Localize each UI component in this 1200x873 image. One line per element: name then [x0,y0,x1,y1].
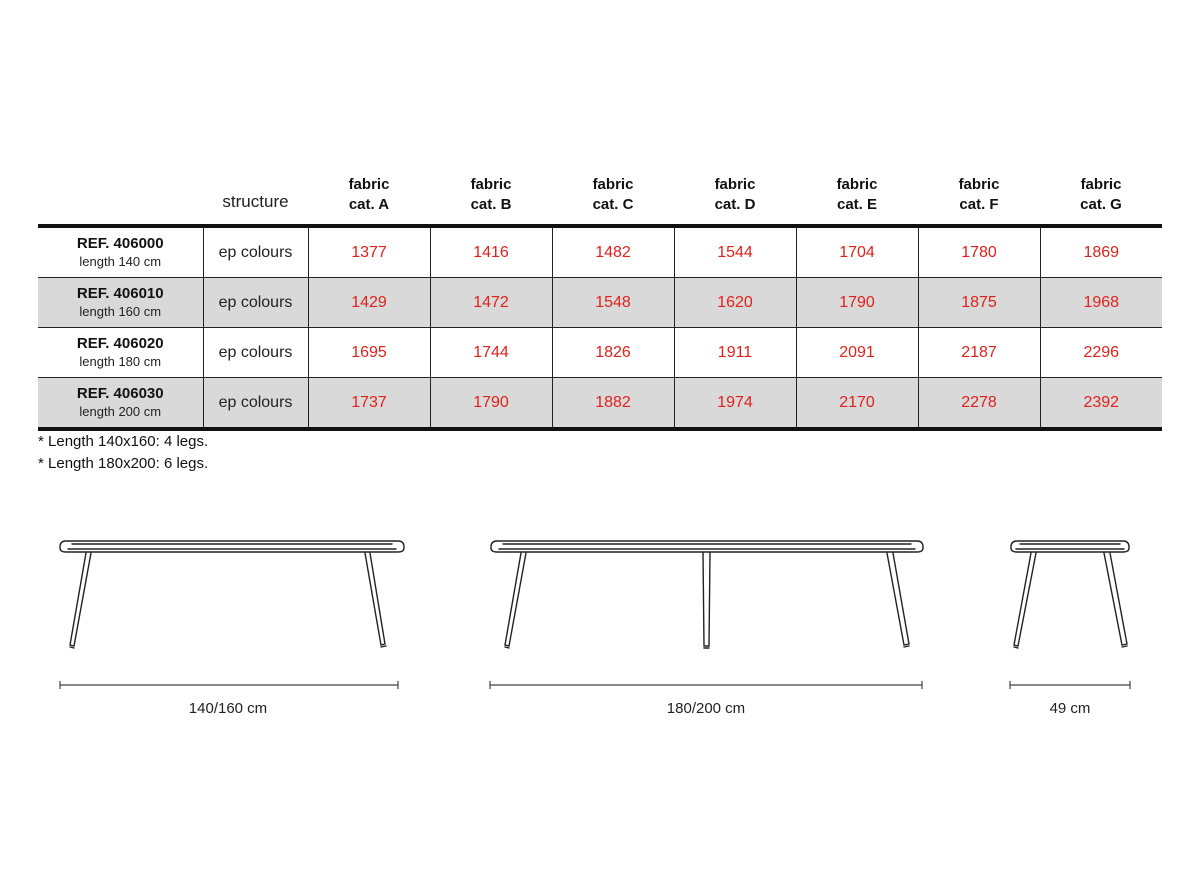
ref-column-header [38,157,203,226]
price-cell: 1472 [430,278,552,328]
table-drawings [0,520,1200,730]
ref-cell [38,278,203,328]
price-cell: 1737 [308,378,430,430]
price-cell: 2392 [1040,378,1162,430]
price-cell: 1790 [796,278,918,328]
table-row [38,278,1162,328]
fabric-header-b: fabric cat. B [430,157,552,226]
table-header-row [38,157,1162,226]
dimension-label-short: 140/160 cm [188,700,268,717]
ref-code: REF. 406020 [76,334,164,352]
ref-code: REF. 406010 [76,284,164,302]
structure-column-header: structure [203,157,308,226]
price-cell: 1790 [430,378,552,430]
ref-code: REF. 406000 [76,234,164,252]
ref-length: length 200 cm [79,403,162,419]
ref-length: length 140 cm [79,253,162,269]
footnotes [38,431,208,475]
price-cell: 1780 [918,226,1040,278]
price-cell: 2170 [796,378,918,430]
price-cell: 1744 [430,328,552,378]
table-row [38,378,1162,430]
price-cell: 1704 [796,226,918,278]
dimension-label-long: 180/200 cm [666,700,746,717]
price-cell: 1482 [552,226,674,278]
ref-cell [38,378,203,430]
price-cell: 1875 [918,278,1040,328]
price-cell: 1882 [552,378,674,430]
table-row [38,328,1162,378]
bench-drawing-short [60,541,404,648]
ref-length: length 160 cm [79,303,162,319]
table-row [38,226,1162,278]
price-cell: 2187 [918,328,1040,378]
bench-drawing-side [1011,541,1129,648]
dimension-label-side: 49 cm [1049,700,1091,717]
price-cell: 1869 [1040,226,1162,278]
structure-cell: ep colours [203,378,308,430]
price-cell: 1968 [1040,278,1162,328]
price-cell: 1695 [308,328,430,378]
price-cell: 1826 [552,328,674,378]
price-cell: 1377 [308,226,430,278]
price-cell: 1544 [674,226,796,278]
dimension-line-short [60,681,398,689]
price-cell: 1620 [674,278,796,328]
price-cell: 1548 [552,278,674,328]
fabric-header-c: fabric cat. C [552,157,674,226]
price-cell: 1974 [674,378,796,430]
fabric-header-e: fabric cat. E [796,157,918,226]
footnote: * Length 180x200: 6 legs. [38,455,209,472]
bench-drawing-long [491,541,923,648]
price-cell: 1416 [430,226,552,278]
price-cell: 1429 [308,278,430,328]
price-cell: 2278 [918,378,1040,430]
dimension-line-side [1010,681,1130,689]
structure-cell: ep colours [203,278,308,328]
fabric-header-d: fabric cat. D [674,157,796,226]
ref-length: length 180 cm [79,353,162,369]
footnote: * Length 140x160: 4 legs. [38,433,209,450]
price-table [38,157,1162,431]
price-cell: 1911 [674,328,796,378]
ref-code: REF. 406030 [76,384,164,402]
fabric-header-a: fabric cat. A [308,157,430,226]
fabric-header-g: fabric cat. G [1040,157,1162,226]
price-cell: 2296 [1040,328,1162,378]
structure-cell: ep colours [203,328,308,378]
dimension-line-long [490,681,922,689]
ref-cell [38,328,203,378]
fabric-header-f: fabric cat. F [918,157,1040,226]
ref-cell [38,226,203,278]
structure-cell: ep colours [203,226,308,278]
price-cell: 2091 [796,328,918,378]
